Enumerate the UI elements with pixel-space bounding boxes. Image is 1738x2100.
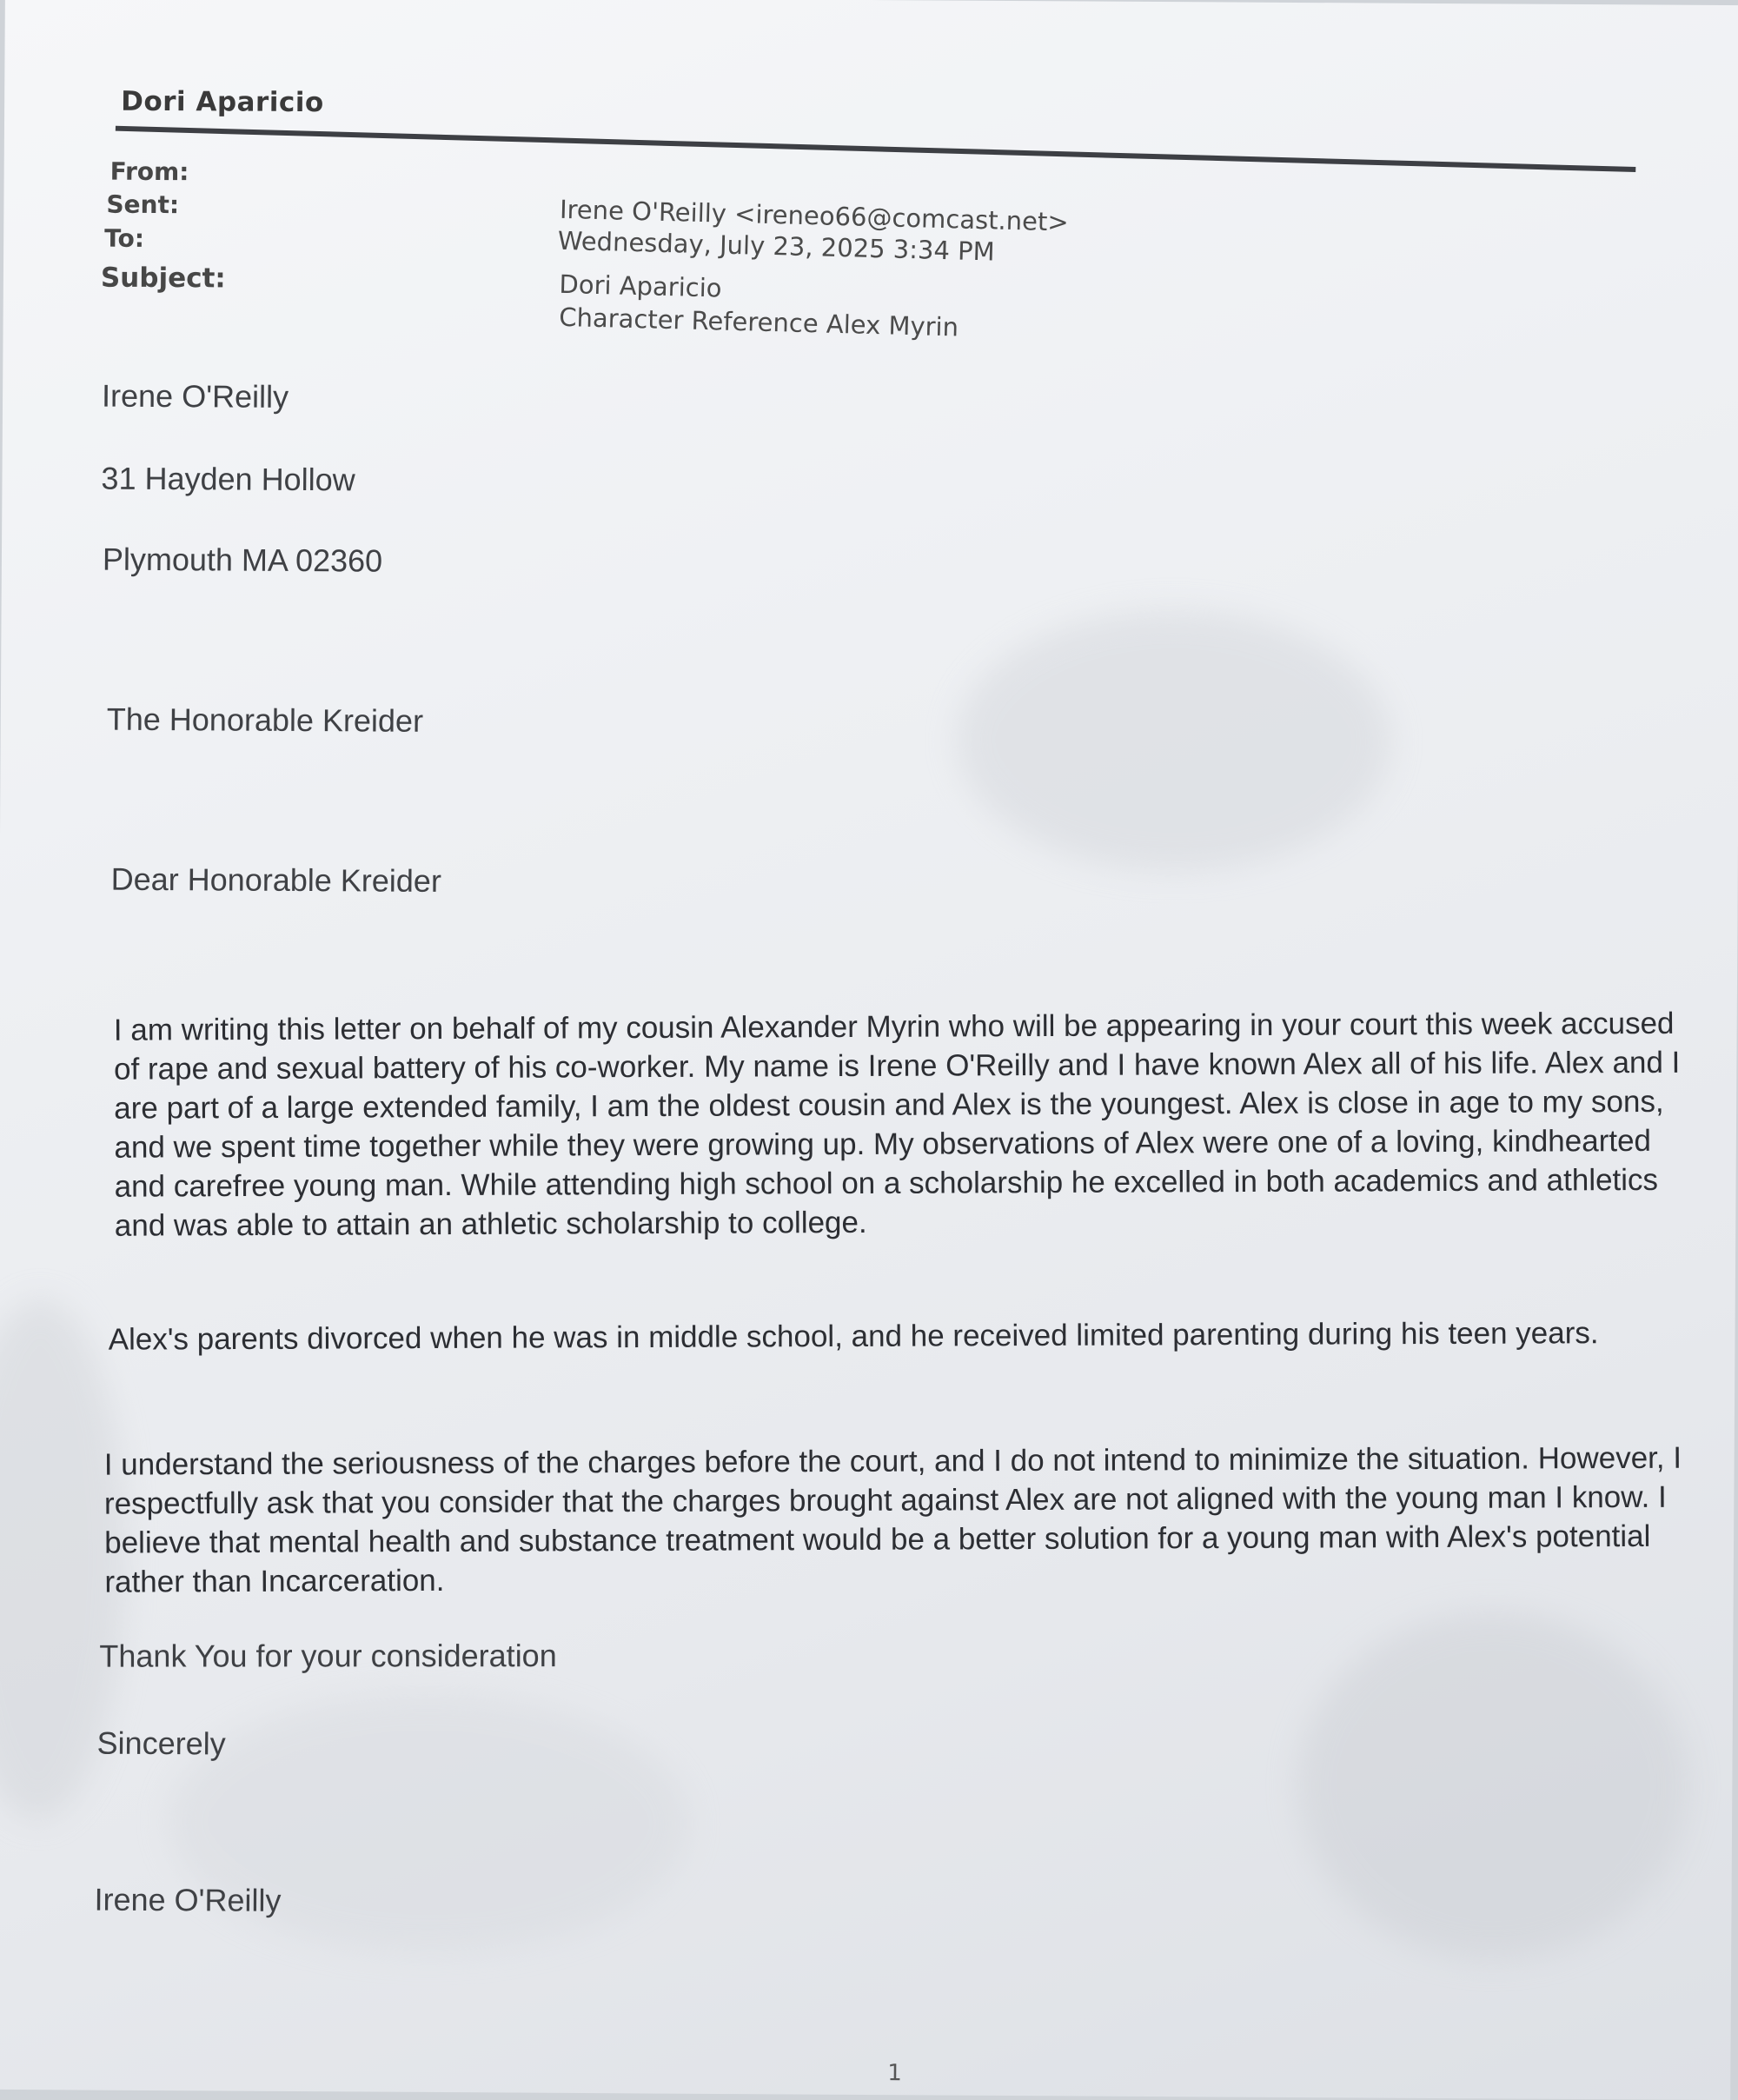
subject-value: Character Reference Alex Myrin (558, 302, 959, 342)
closing-thanks: Thank You for your consideration (99, 1638, 557, 1674)
paper-crease-shadow (1297, 1611, 1689, 1961)
author-name: Irene O'Reilly (101, 377, 289, 415)
sent-label: Sent: (106, 189, 180, 220)
address-line-2: Plymouth MA 02360 (102, 541, 383, 579)
header-divider (116, 126, 1636, 172)
paper-crease-shadow (956, 609, 1392, 873)
body-paragraph-2: Alex's parents divorced when he was in middle school, and he received limited parenting during his teen years. (108, 1316, 1599, 1357)
from-value: Irene O'Reilly <ireneo66@comcast.net> (559, 194, 1070, 237)
page-number: 1 (887, 2060, 902, 2087)
to-label: To: (104, 223, 145, 253)
recipient-line: The Honorable Kreider (106, 701, 424, 739)
body-paragraph-1: I am writing this letter on behalf of my cousin Alexander Myrin who will be appearing in your court this week accused of rape and sexual battery of his co-worker. My name is Irene O'Reilly and I have known Alex all of his life. Alex and I are part of a large extended family, I am the oldest cousin and Alex is the youngest. Alex is close in age to my sons, and we spent time together while they were growing up. My observations of Alex were one of a loving, kindhearted and carefree young man. While attending high school on a scholarship he excelled in both academics and athletics and was able to attain an athletic scholarship to college. (113, 1006, 1681, 1243)
to-value: Dori Aparicio (559, 269, 722, 303)
address-line-1: 31 Hayden Hollow (101, 460, 355, 498)
signature-name: Irene O'Reilly (94, 1881, 282, 1918)
body-paragraph-3: I understand the seriousness of the charges before the court, and I do not intend to minimize the situation. However, I respectfully ask that you consider that the charges brought against Alex are not aligned with the young man I know. I believe that mental health and substance treatment would be a better solution for a young man with Alex's potential rather than Incarceration. (103, 1440, 1682, 1599)
sent-value: Wednesday, July 23, 2025 3:34 PM (557, 225, 996, 267)
sign-off: Sincerely (96, 1725, 226, 1762)
email-sender-name: Dori Aparicio (121, 85, 324, 119)
from-label: From: (109, 156, 189, 187)
subject-label: Subject: (100, 262, 226, 295)
salutation: Dear Honorable Kreider (110, 861, 442, 899)
